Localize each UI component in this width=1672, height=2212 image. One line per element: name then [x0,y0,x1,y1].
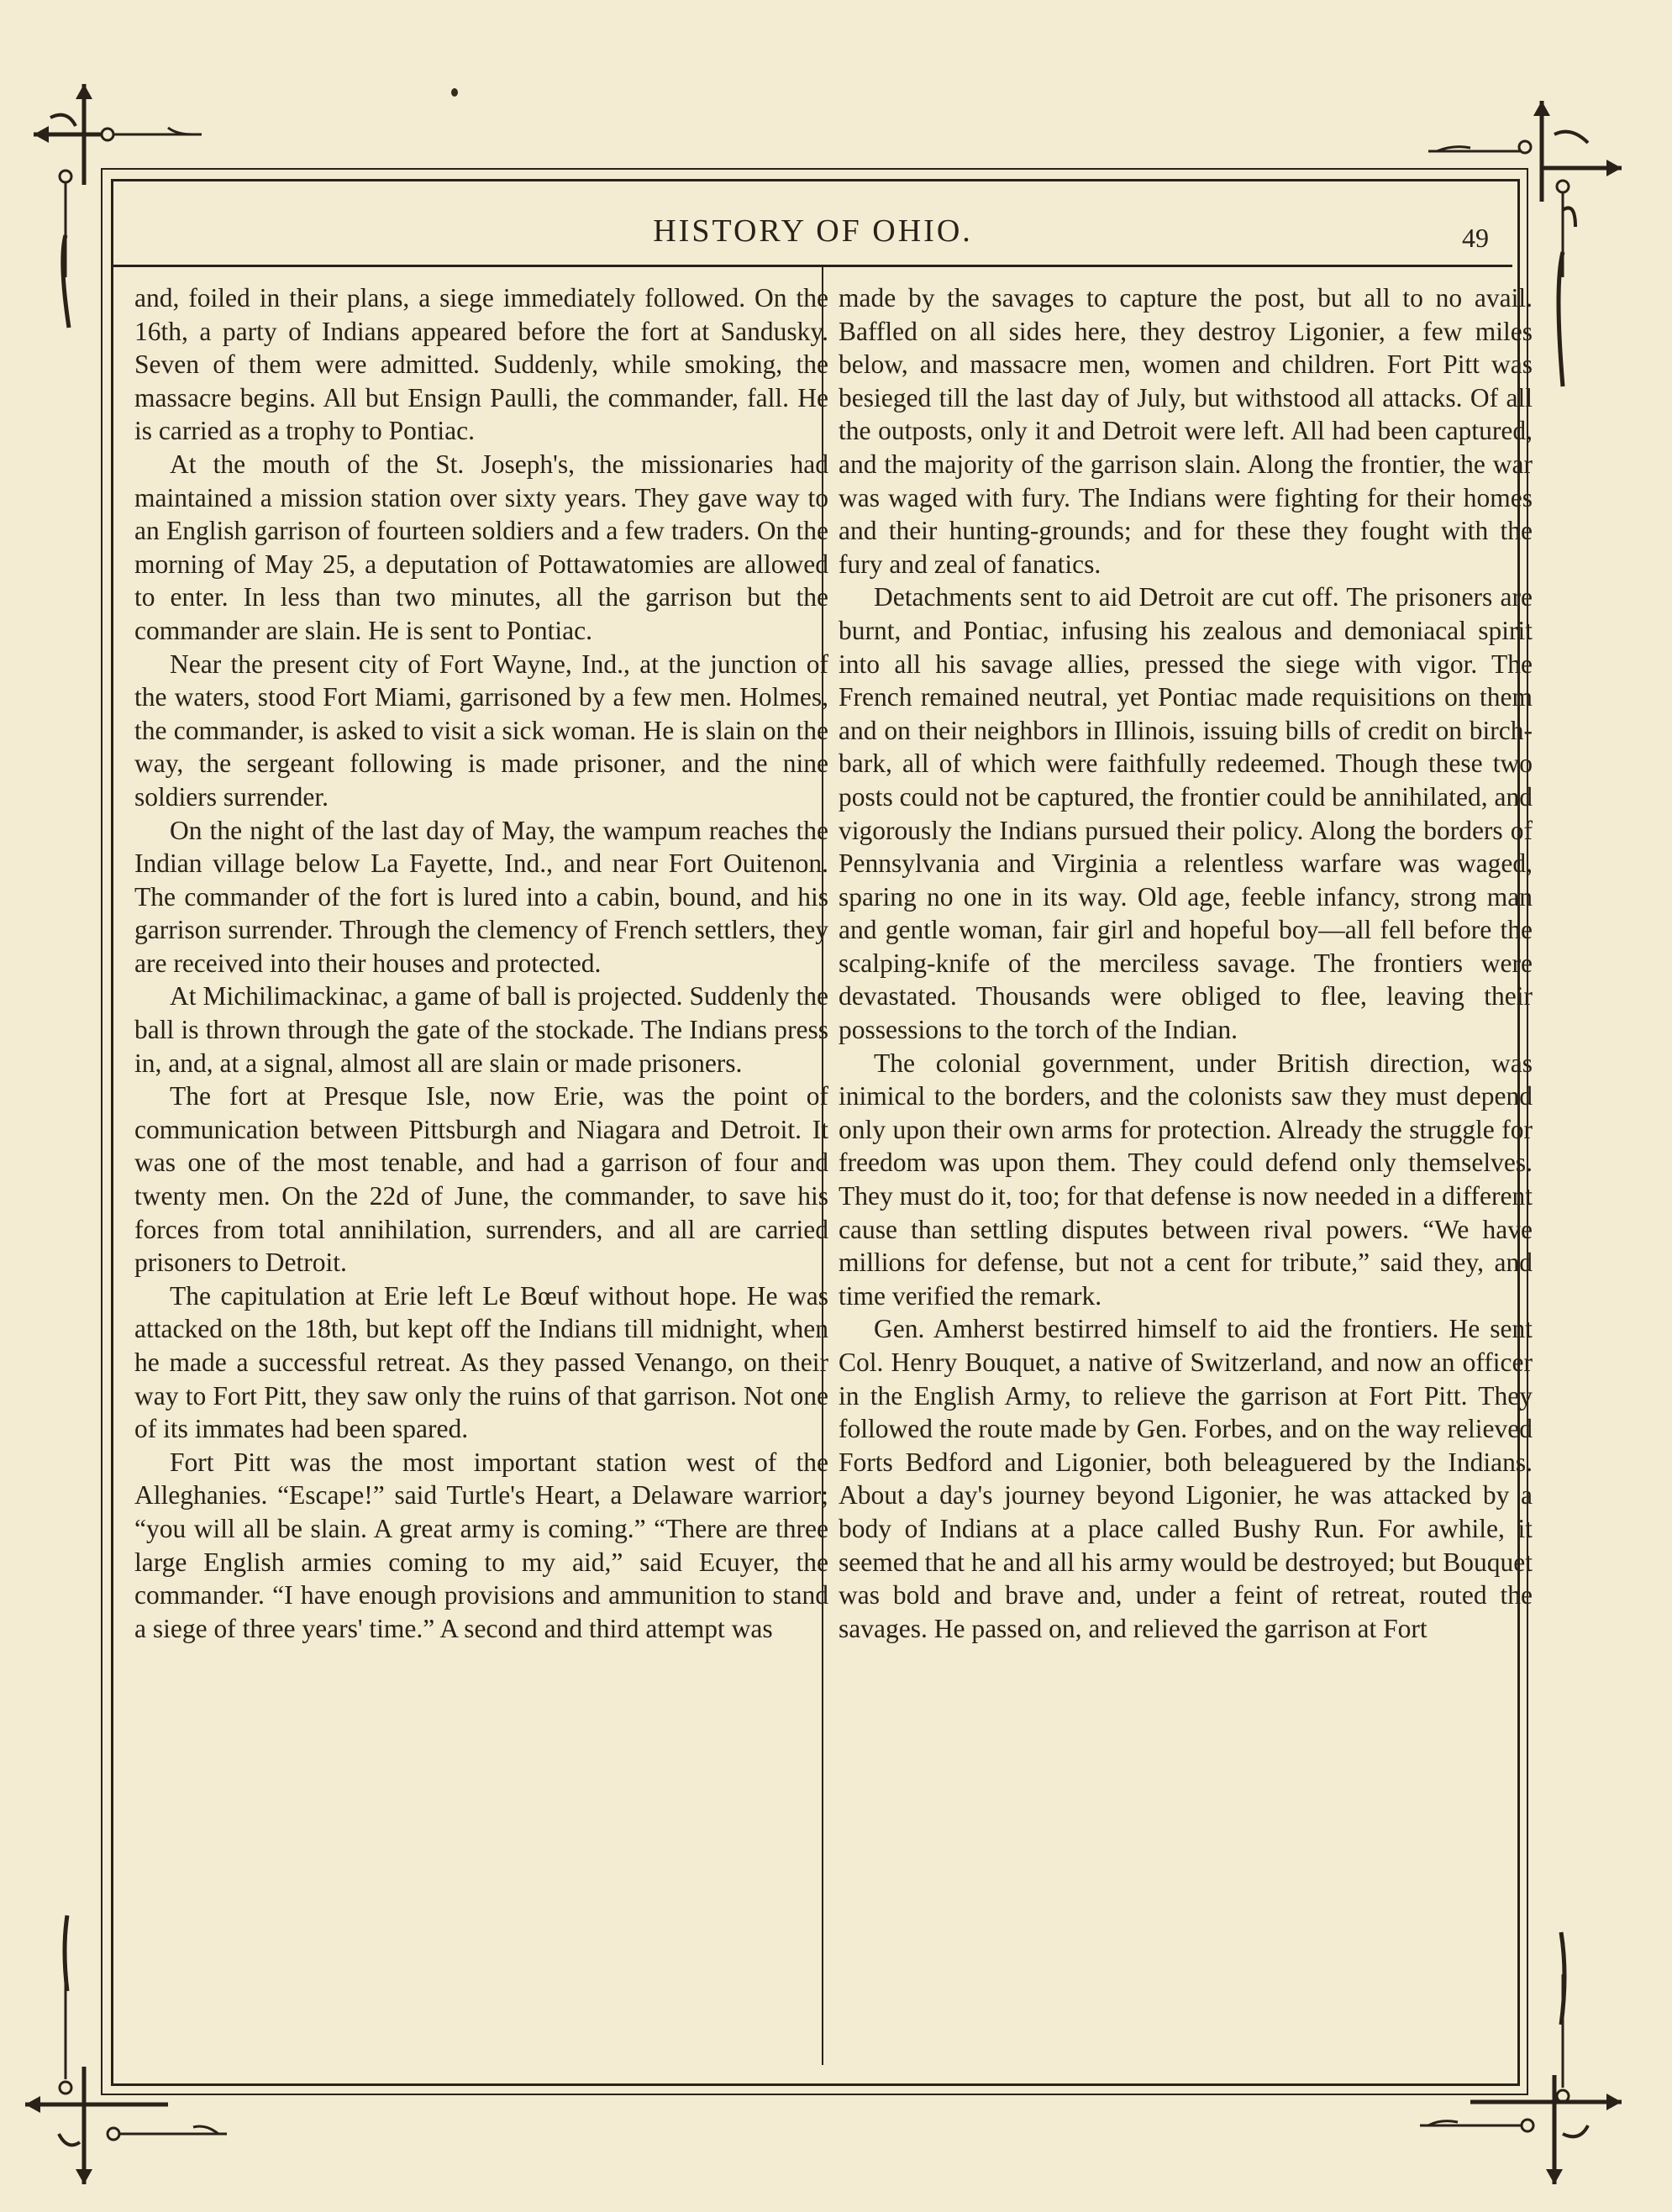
left-column [134,281,828,1645]
page-title: HISTORY OF OHIO. [653,213,973,249]
page-number: 49 [1462,223,1489,253]
side-ornament-left-top [49,168,82,336]
ink-speck [451,88,458,97]
side-ornament-right-top [1546,176,1580,395]
paragraph: made by the savages to capture the post, but all to no avail. Baffled on all sides here, they destroy Ligonier, a few miles below, and massacre men, women and children. Fort Pitt was besieged till the last day of July, but withstood all attacks. Of all the outposts, only it and Detroit were left. All had been captured, and the majority of the garrison slain. Along the frontier, the war was waged with fury. The Indians were fighting for their homes and their hunting-grounds; and for these they fought with the fury and zeal of fanatics. [839,283,1533,579]
paragraph: Near the present city of Fort Wayne, Ind., at the junction of the waters, stood Fort Miami, garrisoned by a few men. Holmes, the commander, is asked to visit a sick woman. He is slain on the way, the sergeant following is made prisoner, and the nine soldiers surrender. [134,649,828,812]
paragraph: The fort at Presque Isle, now Erie, was the point of communication between Pittsburgh and Niagara and Detroit. It was one of the most tenable, and had a garrison of four and twenty men. On the 22d of June, the commander, to save his forces from total annihilation, surrenders, and all are carried prisoners to Detroit. [134,1081,828,1278]
paragraph: Fort Pitt was the most important station west of the Alleghanies. “Escape!” said Turtle's Heart, a Delaware warrior; “you will all be slain. A great army is coming.” “There are three large English armies coming to my aid,” said Ecuyer, the commander. “I have enough provisions and ammunition to stand a siege of three years' time.” A second and third attempt was [134,1447,828,1643]
paragraph: At the mouth of the St. Joseph's, the missionaries had maintained a mission station over sixty years. They gave way to an English garrison of fourteen soldiers and a few traders. On the morning of May 25, a deputation of Pottawatomies are allowed to enter. In less than two minutes, all the garrison but the commander are slain. He is sent to Pontiac. [134,449,828,645]
running-header [111,202,1515,260]
paragraph: Detachments sent to aid Detroit are cut off. The prisoners are burnt, and Pontiac, infusing his zealous and demoniacal spirit into all his savage allies, pressed the siege with vigor. The French remained neutral, yet Pontiac made requisitions on them and on their neighbors in Illinois, issuing bills of credit on birch-bark, all of which were faithfully redeemed. Though these two posts could not be captured, the frontier could be annihilated, and vigorously the Indians pursued their policy. Along the borders of Pennsylvania and Virginia a relentless warfare was waged, sparing no one in its way. Old age, feeble infancy, strong man and gentle woman, fair girl and hopeful boy—all fell before the scalping-knife of the merciless savage. The frontiers were devastated. Thousands were obliged to flee, leaving their possessions to the torch of the Indian. [839,582,1533,1045]
paragraph: The colonial government, under British direction, was inimical to the borders, and the colonists saw they must depend only upon their own arms for protection. Already the struggle for freedom was upon them. They could defend only themselves. They must do it, too; for that defense is now needed in a different cause than settling disputes between rival powers. “We have millions for defense, but not a cent for tribute,” said they, and time verified the remark. [839,1048,1533,1311]
paragraph: On the night of the last day of May, the wampum reaches the Indian village below La Fayette, Ind., and near Fort Ouitenon. The commander of the fort is lured into a cabin, bound, and his garrison surrender. Through the clemency of French settlers, they are received into their houses and protected. [134,815,828,978]
header-rule [113,265,1512,267]
paragraph: At Michilimackinac, a game of ball is projected. Suddenly the ball is thrown through the gate of the stockade. The Indians press in, and, at a signal, almost all are slain or made prisoners. [134,981,828,1078]
paragraph: and, foiled in their plans, a siege immediately followed. On the 16th, a party of Indians appeared before the fort at Sandusky. Seven of them were admitted. Suddenly, while smoking, the massacre begins. All but Ensign Paulli, the commander, fall. He is carried as a trophy to Pontiac. [134,283,828,446]
right-column [839,281,1533,1645]
paragraph: Gen. Amherst bestirred himself to aid the frontiers. He sent Col. Henry Bouquet, a native of Switzerland, and now an officer in the English Army, to relieve the garrison at Fort Pitt. They followed the route made by Gen. Forbes, and on the way relieved Forts Bedford and Ligonier, both beleaguered by the Indians. About a day's journey beyond Ligonier, he was attacked by a body of Indians at a place called Bushy Run. For awhile, it seemed that he and all his army would be destroyed; but Bouquet was bold and brave and, under a feint of retreat, routed the savages. He passed on, and relieved the garrison at Fort [839,1314,1533,1643]
paragraph: The capitulation at Erie left Le Bœuf without hope. He was attacked on the 18th, but kept off the Indians till midnight, when he made a successful retreat. As they passed Venango, on their way to Fort Pitt, they saw only the ruins of that garrison. Not one of its immates had been spared. [134,1280,828,1444]
